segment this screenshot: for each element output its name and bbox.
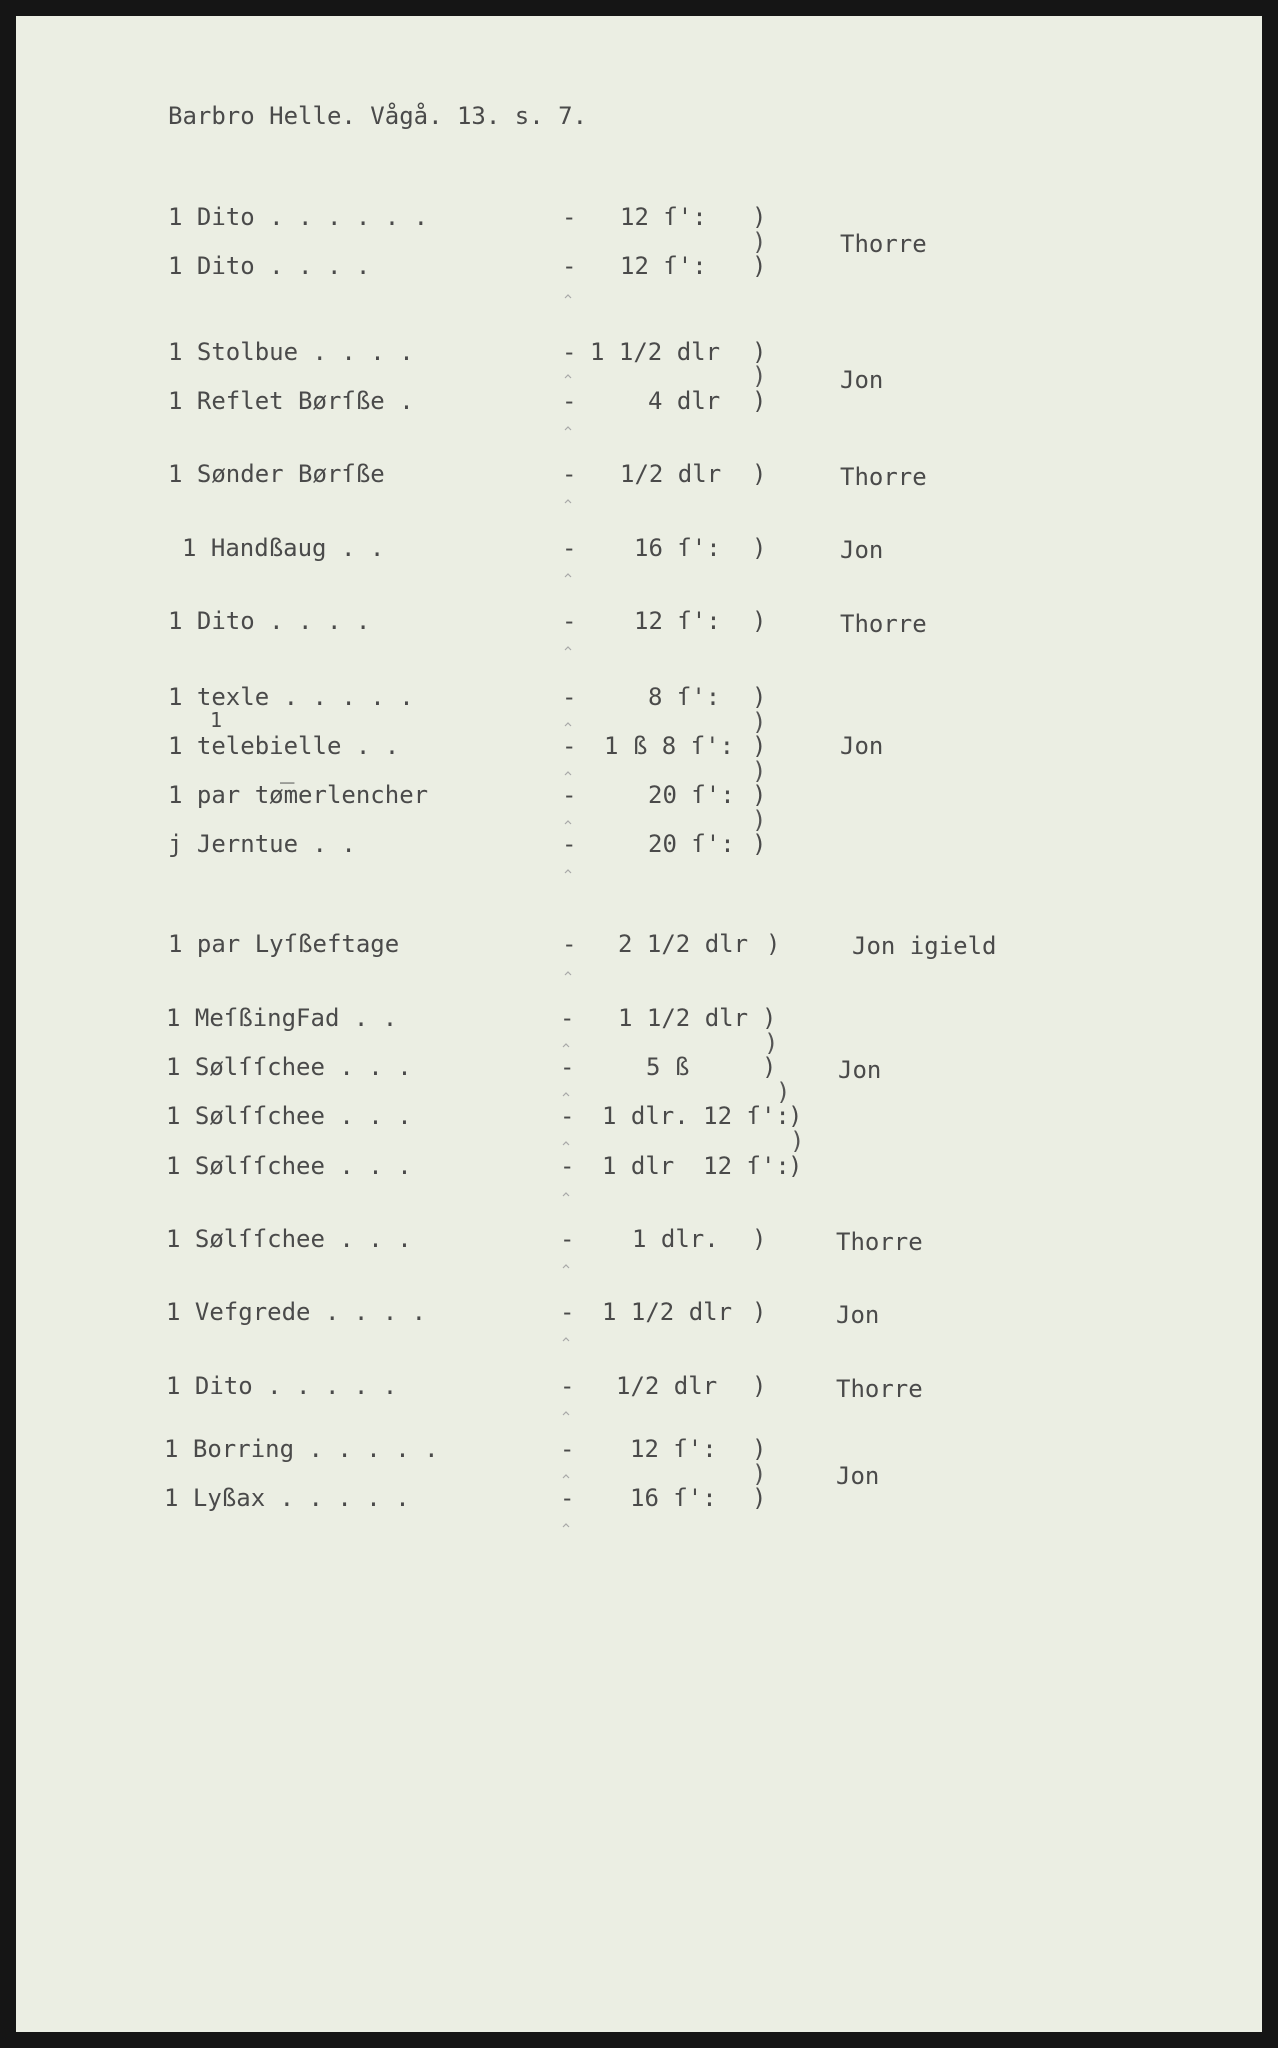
bracket-connector: ) — [790, 1127, 805, 1155]
recipient: Jon — [840, 366, 884, 394]
price: 5 ß — [646, 1053, 690, 1081]
recipient: Jon — [840, 732, 884, 760]
dash: - — [560, 1372, 575, 1400]
item-label: 1 Dito . . . . — [168, 252, 371, 280]
item-label: 1 Sølſſchee . . . — [166, 1152, 412, 1180]
recipient: Thorre — [840, 463, 927, 491]
item-label: 1 telebielle . . — [168, 732, 400, 760]
item-label: 1 Handßaug . . — [182, 534, 385, 562]
item-label: 1 texle . . . . . — [168, 683, 414, 711]
item-label: 1 Dito . . . . . — [166, 1372, 398, 1400]
recipient: Jon igield — [852, 932, 997, 960]
price: 1 dlr 12 ſ': — [602, 1152, 790, 1180]
dash: - — [562, 781, 577, 809]
price: 12 ſ': — [634, 607, 721, 635]
bracket: ) — [752, 607, 767, 635]
price: 8 ſ': — [648, 683, 721, 711]
recipient: Jon — [836, 1301, 880, 1329]
price: 1 dlr. — [632, 1225, 719, 1253]
item-label: j Jerntue . . — [168, 830, 356, 858]
price: 1 1/2 dlr — [590, 338, 721, 366]
price: 1/2 dlr — [620, 460, 722, 488]
price: 20 ſ': — [648, 830, 735, 858]
recipient: Thorre — [840, 230, 927, 258]
page-header: Barbro Helle. Vågå. 13. s. 7. — [168, 102, 588, 130]
item-label: 1 Sølſſchee . . . — [166, 1053, 412, 1081]
bracket: ) — [752, 1225, 767, 1253]
dash: - — [562, 203, 577, 231]
price: 1 dlr. 12 ſ': — [602, 1102, 790, 1130]
dash: - — [560, 1152, 575, 1180]
bracket: ) — [752, 252, 767, 280]
price: 4 dlr — [648, 387, 721, 415]
price: 1 1/2 dlr — [618, 1004, 749, 1032]
bracket: ) — [752, 732, 767, 760]
item-label: 1 Borring . . . . . — [164, 1435, 439, 1463]
dash: - — [562, 387, 577, 415]
bracket: ) — [752, 387, 767, 415]
bracket: ) — [752, 683, 767, 711]
item-label: 1 MeſßingFad . . — [166, 1004, 398, 1032]
recipient: Jon — [836, 1462, 880, 1490]
item-label: 1 Vefgrede . . . . — [166, 1298, 427, 1326]
dash: - — [562, 830, 577, 858]
bracket: ) — [752, 203, 767, 231]
item-label: 1 Sølſſchee . . . — [166, 1102, 412, 1130]
bracket: ) — [752, 830, 767, 858]
dash: - — [560, 1484, 575, 1512]
item-label: 1 Lyßax . . . . . — [164, 1484, 410, 1512]
dash: - — [560, 1004, 575, 1032]
dash: - — [560, 1102, 575, 1130]
dash: - — [560, 1435, 575, 1463]
dash: - — [562, 534, 577, 562]
dash: - — [562, 252, 577, 280]
price: 20 ſ': — [648, 781, 735, 809]
recipient: Thorre — [836, 1228, 923, 1256]
price: 1 1/2 dlr — [602, 1298, 733, 1326]
item-label: 1 par tømerlencher — [168, 781, 429, 809]
bracket-connector: ) — [752, 228, 767, 256]
item-label: 1 Stolbue . . . . — [168, 338, 414, 366]
dash: - — [560, 1225, 575, 1253]
bracket-connector: ) — [752, 806, 767, 834]
dash: - — [562, 683, 577, 711]
dash: - — [562, 732, 577, 760]
bracket: ) — [762, 1053, 777, 1081]
dash: - — [562, 460, 577, 488]
price: 2 1/2 dlr — [618, 930, 749, 958]
superscript-one: 1 — [210, 708, 223, 732]
bracket: ) — [752, 1372, 767, 1400]
bracket: ) — [752, 1298, 767, 1326]
bracket: ) — [752, 1435, 767, 1463]
bracket: ) — [762, 1004, 777, 1032]
item-label: 1 Reflet Børſße . — [168, 387, 414, 415]
bracket-connector: ) — [752, 362, 767, 390]
bracket: ) — [788, 1102, 803, 1130]
bracket: ) — [788, 1152, 803, 1180]
dash: - — [562, 930, 577, 958]
price: 12 ſ': — [620, 203, 707, 231]
bracket-connector: ) — [776, 1078, 791, 1106]
overbar-mark: _ — [280, 756, 295, 784]
bracket-connector: ) — [752, 1460, 767, 1488]
price: 1/2 dlr — [616, 1372, 718, 1400]
recipient: Thorre — [840, 610, 927, 638]
recipient: Jon — [840, 536, 884, 564]
bracket: ) — [752, 338, 767, 366]
price: 12 ſ': — [620, 252, 707, 280]
item-label: 1 Sølſſchee . . . — [166, 1225, 412, 1253]
price: 16 ſ': — [630, 1484, 717, 1512]
item-label: 1 Dito . . . . . . — [168, 203, 429, 231]
recipient: Jon — [838, 1056, 882, 1084]
bracket-connector: ) — [752, 757, 767, 785]
dash: - — [562, 338, 577, 366]
bracket: ) — [752, 1484, 767, 1512]
price: 1 ß 8 ſ': — [604, 732, 735, 760]
bracket: ) — [752, 534, 767, 562]
dash: - — [560, 1053, 575, 1081]
bracket-connector: ) — [752, 708, 767, 736]
price: 16 ſ': — [634, 534, 721, 562]
dash: - — [560, 1298, 575, 1326]
bracket: ) — [766, 930, 781, 958]
recipient: Thorre — [836, 1375, 923, 1403]
bracket: ) — [752, 781, 767, 809]
price: 12 ſ': — [630, 1435, 717, 1463]
bracket: ) — [752, 460, 767, 488]
item-label: 1 Sønder Børſße — [168, 460, 385, 488]
item-label: 1 Dito . . . . — [168, 607, 371, 635]
dash: - — [562, 607, 577, 635]
bracket-connector: ) — [764, 1029, 779, 1057]
item-label: 1 par Lyſßeftage — [168, 930, 400, 958]
